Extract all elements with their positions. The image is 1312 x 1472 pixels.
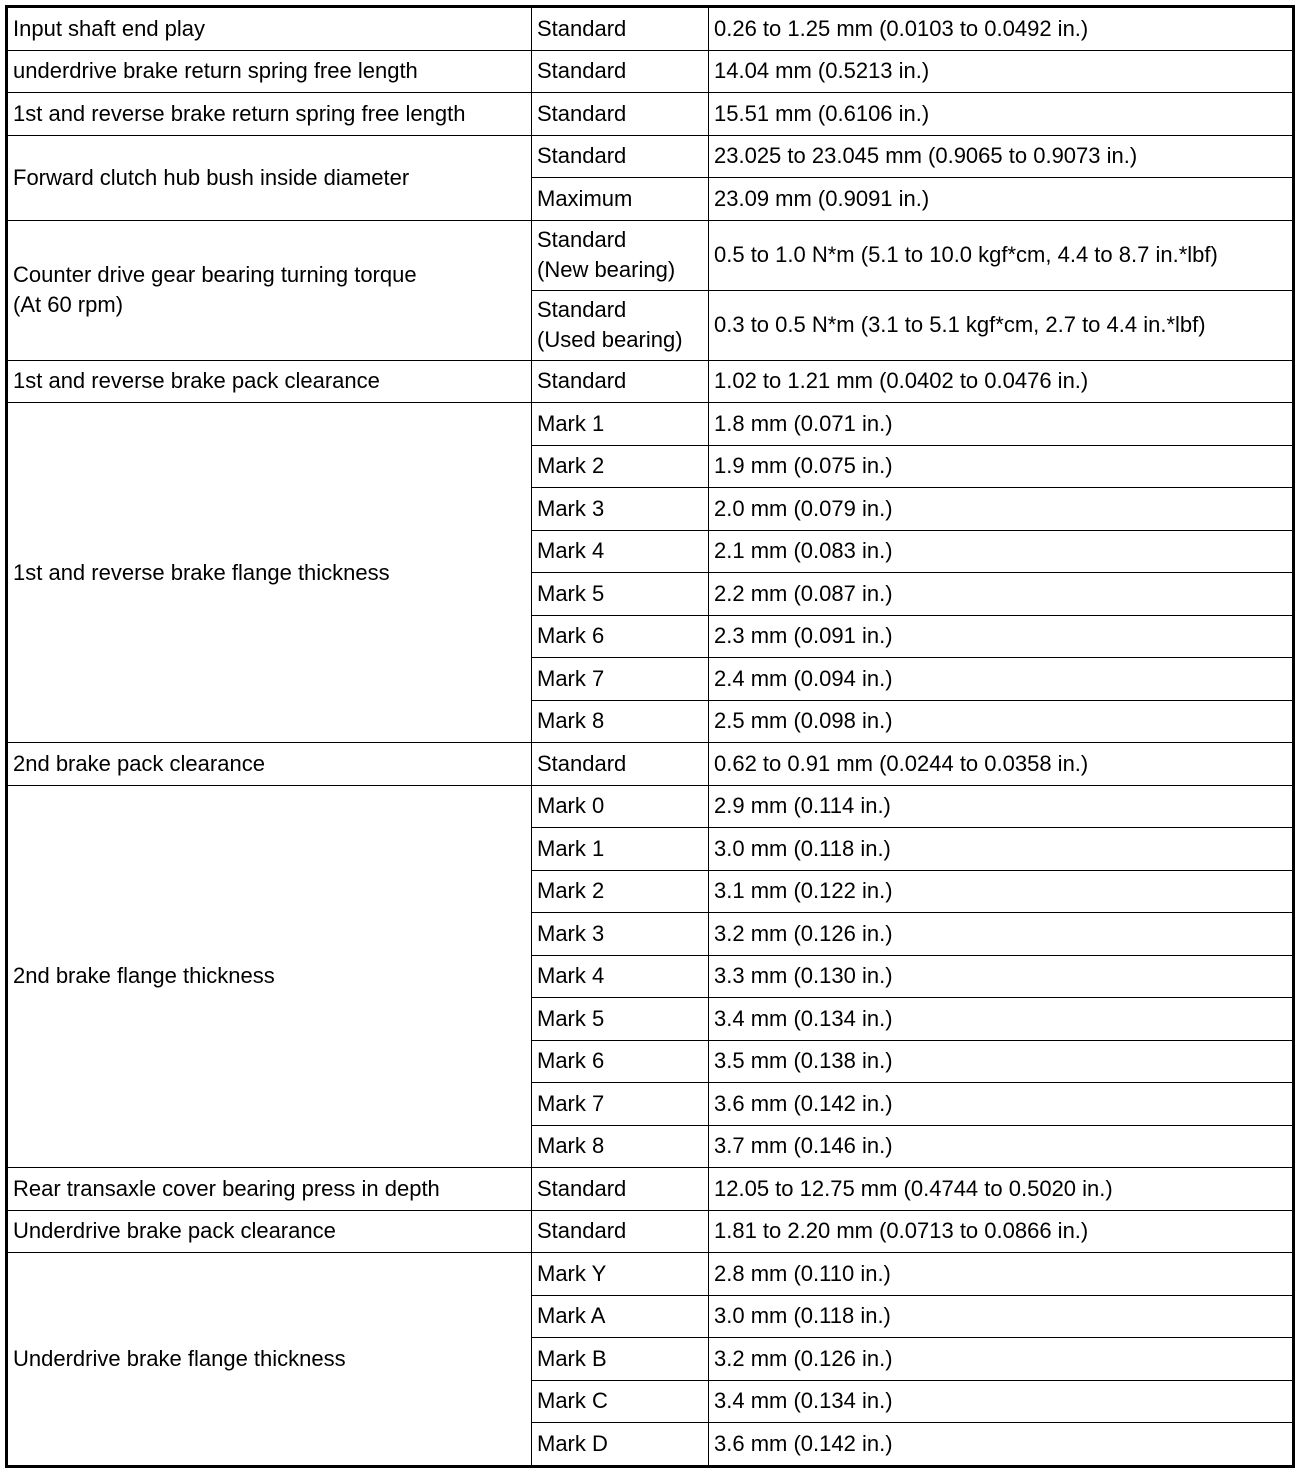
value-cell: 23.025 to 23.045 mm (0.9065 to 0.9073 in.) bbox=[709, 135, 1294, 178]
value-cell: 3.7 mm (0.146 in.) bbox=[709, 1125, 1294, 1168]
condition-cell: Mark 2 bbox=[532, 870, 709, 913]
condition-cell: Mark 8 bbox=[532, 700, 709, 743]
item-cell: Rear transaxle cover bearing press in depth bbox=[7, 1168, 532, 1211]
condition-cell: Mark A bbox=[532, 1295, 709, 1338]
table-row bbox=[7, 403, 1294, 446]
table-row bbox=[7, 360, 1294, 403]
table-row bbox=[7, 220, 1294, 290]
condition-cell: Mark 1 bbox=[532, 403, 709, 446]
value-cell: 3.0 mm (0.118 in.) bbox=[709, 828, 1294, 871]
value-cell: 3.2 mm (0.126 in.) bbox=[709, 1338, 1294, 1381]
value-cell: 2.9 mm (0.114 in.) bbox=[709, 785, 1294, 828]
value-cell: 0.3 to 0.5 N*m (3.1 to 5.1 kgf*cm, 2.7 to 4.4 in.*lbf) bbox=[709, 290, 1294, 360]
item-cell: Input shaft end play bbox=[7, 7, 532, 51]
value-cell: 3.6 mm (0.142 in.) bbox=[709, 1423, 1294, 1467]
item-cell: Underdrive brake pack clearance bbox=[7, 1210, 532, 1253]
value-cell: 3.3 mm (0.130 in.) bbox=[709, 955, 1294, 998]
value-cell: 23.09 mm (0.9091 in.) bbox=[709, 178, 1294, 221]
value-cell: 2.2 mm (0.087 in.) bbox=[709, 573, 1294, 616]
item-cell: 1st and reverse brake flange thickness bbox=[7, 403, 532, 743]
value-cell: 0.26 to 1.25 mm (0.0103 to 0.0492 in.) bbox=[709, 7, 1294, 51]
value-cell: 1.9 mm (0.075 in.) bbox=[709, 445, 1294, 488]
value-cell: 2.0 mm (0.079 in.) bbox=[709, 488, 1294, 531]
value-cell: 0.62 to 0.91 mm (0.0244 to 0.0358 in.) bbox=[709, 743, 1294, 786]
condition-cell bbox=[532, 290, 709, 360]
table-row bbox=[7, 50, 1294, 93]
condition-cell: Maximum bbox=[532, 178, 709, 221]
table-row bbox=[7, 135, 1294, 178]
value-cell: 2.1 mm (0.083 in.) bbox=[709, 530, 1294, 573]
condition-cell: Mark 3 bbox=[532, 488, 709, 531]
condition-cell: Mark Y bbox=[532, 1253, 709, 1296]
value-cell: 1.8 mm (0.071 in.) bbox=[709, 403, 1294, 446]
table-row bbox=[7, 1210, 1294, 1253]
condition-cell: Mark 5 bbox=[532, 998, 709, 1041]
item-cell: Forward clutch hub bush inside diameter bbox=[7, 135, 532, 220]
value-cell: 2.8 mm (0.110 in.) bbox=[709, 1253, 1294, 1296]
condition-cell: Mark B bbox=[532, 1338, 709, 1381]
value-cell: 15.51 mm (0.6106 in.) bbox=[709, 93, 1294, 136]
condition-cell: Mark 5 bbox=[532, 573, 709, 616]
condition-cell: Mark 1 bbox=[532, 828, 709, 871]
condition-line-1: Standard bbox=[537, 227, 627, 252]
item-cell: Underdrive brake flange thickness bbox=[7, 1253, 532, 1467]
item-cell: 2nd brake pack clearance bbox=[7, 743, 532, 786]
value-cell: 12.05 to 12.75 mm (0.4744 to 0.5020 in.) bbox=[709, 1168, 1294, 1211]
value-cell: 3.4 mm (0.134 in.) bbox=[709, 998, 1294, 1041]
item-line-2: (At 60 rpm) bbox=[13, 292, 124, 317]
value-cell: 1.81 to 2.20 mm (0.0713 to 0.0866 in.) bbox=[709, 1210, 1294, 1253]
condition-cell: Standard bbox=[532, 135, 709, 178]
item-cell: underdrive brake return spring free length bbox=[7, 50, 532, 93]
condition-cell bbox=[532, 220, 709, 290]
value-cell: 3.0 mm (0.118 in.) bbox=[709, 1295, 1294, 1338]
condition-cell: Mark D bbox=[532, 1423, 709, 1467]
value-cell: 3.5 mm (0.138 in.) bbox=[709, 1040, 1294, 1083]
value-cell: 1.02 to 1.21 mm (0.0402 to 0.0476 in.) bbox=[709, 360, 1294, 403]
table-row bbox=[7, 743, 1294, 786]
value-cell: 2.3 mm (0.091 in.) bbox=[709, 615, 1294, 658]
table-row bbox=[7, 785, 1294, 828]
condition-cell: Mark 6 bbox=[532, 615, 709, 658]
condition-cell: Mark 2 bbox=[532, 445, 709, 488]
condition-cell: Mark 4 bbox=[532, 530, 709, 573]
condition-cell: Standard bbox=[532, 1210, 709, 1253]
condition-cell: Mark 6 bbox=[532, 1040, 709, 1083]
condition-cell: Standard bbox=[532, 1168, 709, 1211]
condition-cell: Mark 3 bbox=[532, 913, 709, 956]
table-row bbox=[7, 1168, 1294, 1211]
condition-cell: Mark 7 bbox=[532, 1083, 709, 1126]
value-cell: 3.2 mm (0.126 in.) bbox=[709, 913, 1294, 956]
condition-cell: Standard bbox=[532, 360, 709, 403]
value-cell: 3.1 mm (0.122 in.) bbox=[709, 870, 1294, 913]
condition-cell: Standard bbox=[532, 743, 709, 786]
table-row bbox=[7, 1253, 1294, 1296]
value-cell: 3.6 mm (0.142 in.) bbox=[709, 1083, 1294, 1126]
value-cell: 2.4 mm (0.094 in.) bbox=[709, 658, 1294, 701]
condition-cell: Mark C bbox=[532, 1380, 709, 1423]
value-cell: 0.5 to 1.0 N*m (5.1 to 10.0 kgf*cm, 4.4 to 8.7 in.*lbf) bbox=[709, 220, 1294, 290]
table-row bbox=[7, 7, 1294, 51]
item-line-1: Counter drive gear bearing turning torque bbox=[13, 262, 417, 287]
condition-line-2: (New bearing) bbox=[537, 257, 676, 282]
condition-line-2: (Used bearing) bbox=[537, 327, 683, 352]
condition-cell: Mark 8 bbox=[532, 1125, 709, 1168]
spec-table bbox=[5, 5, 1295, 1468]
condition-cell: Standard bbox=[532, 50, 709, 93]
value-cell: 14.04 mm (0.5213 in.) bbox=[709, 50, 1294, 93]
item-cell: 1st and reverse brake return spring free length bbox=[7, 93, 532, 136]
table-row bbox=[7, 93, 1294, 136]
item-cell bbox=[7, 220, 532, 360]
value-cell: 3.4 mm (0.134 in.) bbox=[709, 1380, 1294, 1423]
condition-cell: Mark 0 bbox=[532, 785, 709, 828]
condition-cell: Mark 4 bbox=[532, 955, 709, 998]
condition-cell: Standard bbox=[532, 93, 709, 136]
condition-line-1: Standard bbox=[537, 297, 627, 322]
item-cell: 2nd brake flange thickness bbox=[7, 785, 532, 1168]
value-cell: 2.5 mm (0.098 in.) bbox=[709, 700, 1294, 743]
item-cell: 1st and reverse brake pack clearance bbox=[7, 360, 532, 403]
condition-cell: Mark 7 bbox=[532, 658, 709, 701]
condition-cell: Standard bbox=[532, 7, 709, 51]
